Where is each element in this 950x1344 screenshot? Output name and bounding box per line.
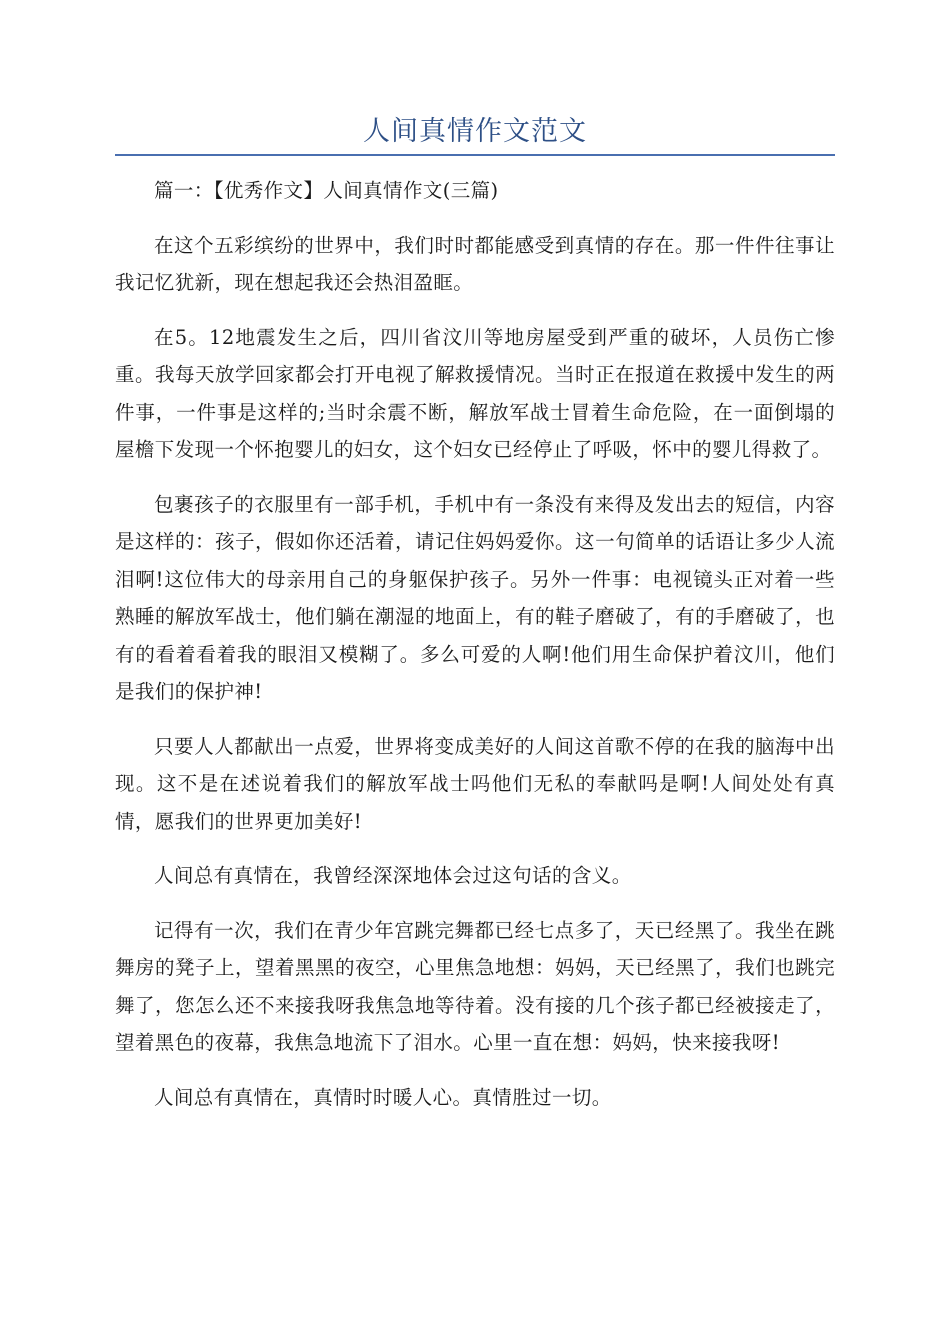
paragraph: 人间总有真情在，我曾经深深地体会过这句话的含义。	[154, 864, 632, 887]
paragraph: 在这个五彩缤纷的世界中，我们时时都能感受到真情的存在。那一件件往事让我记忆犹新，现在想起我还会热泪盈眶。	[115, 233, 835, 294]
paragraph: 人间总有真情在，真情时时暖人心。真情胜过一切。	[154, 1085, 612, 1109]
paragraph: 只要人人都献出一点爱，世界将变成美好的人间这首歌不停的在我的脑海中出现。这不是在述说着我们的解放军战士吗他们无私的奉献吗是啊!人间处处有真情，愿我们的世界更加美好!	[115, 734, 835, 833]
section-heading: 篇一：【优秀作文】人间真情作文(三篇)	[154, 179, 499, 202]
document-body	[115, 172, 835, 1133]
paragraph: 记得有一次，我们在青少年宫跳完舞都已经七点多了，天已经黑了。我坐在跳舞房的凳子上，望着黑黑的夜空，心里焦急地想：妈妈，天已经黑了，我们也跳完舞了，您怎么还不来接我呀我焦急地等待着。没有接的几个孩子都已经被接走了，望着黑色的夜幕，我焦急地流下了泪水。心里一直在想：妈妈，快来接我呀!	[115, 918, 835, 1054]
paragraph: 在5。12地震发生之后，四川省汶川等地房屋受到严重的破坏，人员伤亡惨重。我每天放学回家都会打开电视了解救援情况。当时正在报道在救援中发生的两件事，一件事是这样的;当时余震不断，解放军战士冒着生命危险，在一面倒塌的屋檐下发现一个怀抱婴儿的妇女，这个妇女已经停止了呼吸，怀中的婴儿得救了。	[115, 325, 835, 461]
title-underline	[115, 154, 835, 156]
paragraph: 包裹孩子的衣服里有一部手机，手机中有一条没有来得及发出去的短信，内容是这样的：孩子，假如你还活着，请记住妈妈爱你。这一句简单的话语让多少人流泪啊!这位伟大的母亲用自己的身躯保护孩子。另外一件事：电视镜头正对着一些熟睡的解放军战士，他们躺在潮湿的地面上，有的鞋子磨破了，有的手磨破了，也有的看着看着我的眼泪又模糊了。多么可爱的人啊!他们用生命保护着汶川，他们是我们的保护神!	[115, 492, 835, 703]
document-title: 人间真情作文范文	[363, 116, 587, 147]
